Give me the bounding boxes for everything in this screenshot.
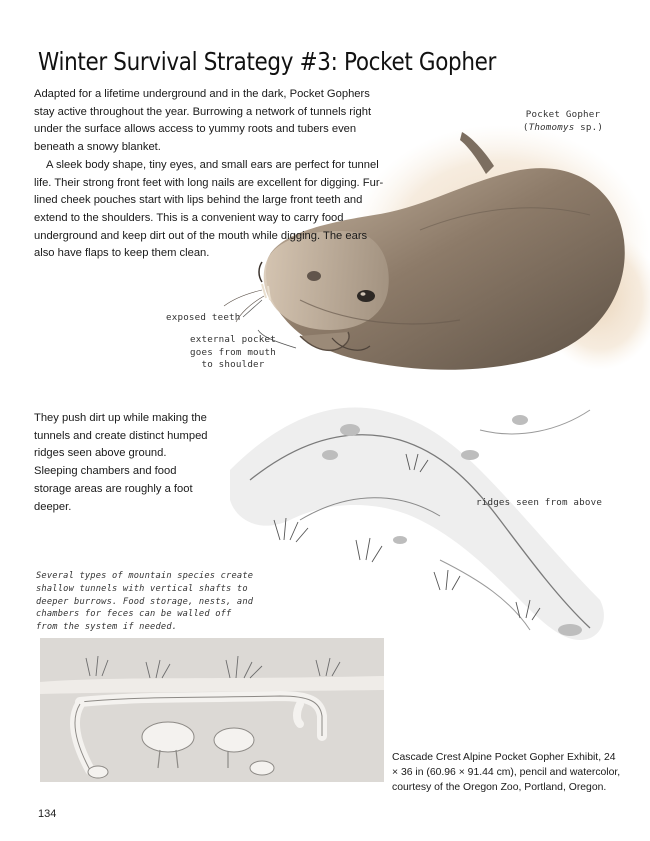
- species-common-name: Pocket Gopher: [525, 109, 601, 120]
- page-title: Winter Survival Strategy #3: Pocket Gopher: [38, 46, 497, 76]
- species-label: [508, 109, 618, 134]
- ridges-paragraph: They push dirt up while making the tunnels and create distinct humped ridges seen above ground. Sleeping chambers and food storage areas are roughly a foot deeper.: [34, 412, 208, 513]
- page-number: 134: [38, 808, 57, 820]
- species-scientific-name: Thomomys: [528, 121, 575, 133]
- intro-text: [34, 86, 390, 263]
- label-mountain-species-note: Several types of mountain species create shallow tunnels with vertical shafts to deeper burrows. Food storage, nests, and chambers for feces can be walled off from the system if needed.: [36, 571, 254, 633]
- paren-open: (: [522, 121, 529, 133]
- paren-close: sp.): [574, 121, 604, 133]
- intro-paragraph: A sleek body shape, tiny eyes, and small ears are perfect for tunnel life. Their strong front feet with long nails are excellent for digging. Fur-lined cheek pouches start with lips behind the large front teeth and extend to the shoulders. This is a convenient way to carry food underground and keep dirt out of the mouth while digging. The ears also have flaps to keep them clean.: [34, 158, 384, 260]
- label-exposed-teeth: exposed teeth: [166, 312, 241, 323]
- tunnel-cross-section: [40, 638, 384, 782]
- label-external-pocket: external pocket goes from mouth to shoulder: [190, 334, 276, 371]
- species-scientific-line: [508, 122, 618, 135]
- artwork-caption: Cascade Crest Alpine Pocket Gopher Exhibit, 24 × 36 in (60.96 × 91.44 cm), pencil and watercolor, courtesy of the Oregon Zoo, Portland, Oregon.: [392, 752, 621, 794]
- ridges-sketch: [230, 408, 604, 641]
- intro-paragraph: Adapted for a lifetime underground and in the dark, Pocket Gophers stay active throughout the year. Burrowing a network of tunnels right under the surface allows access to yummy roots and tubers even beneath a snowy blanket.: [34, 88, 372, 154]
- label-ridges-from-above: ridges seen from above: [476, 497, 603, 508]
